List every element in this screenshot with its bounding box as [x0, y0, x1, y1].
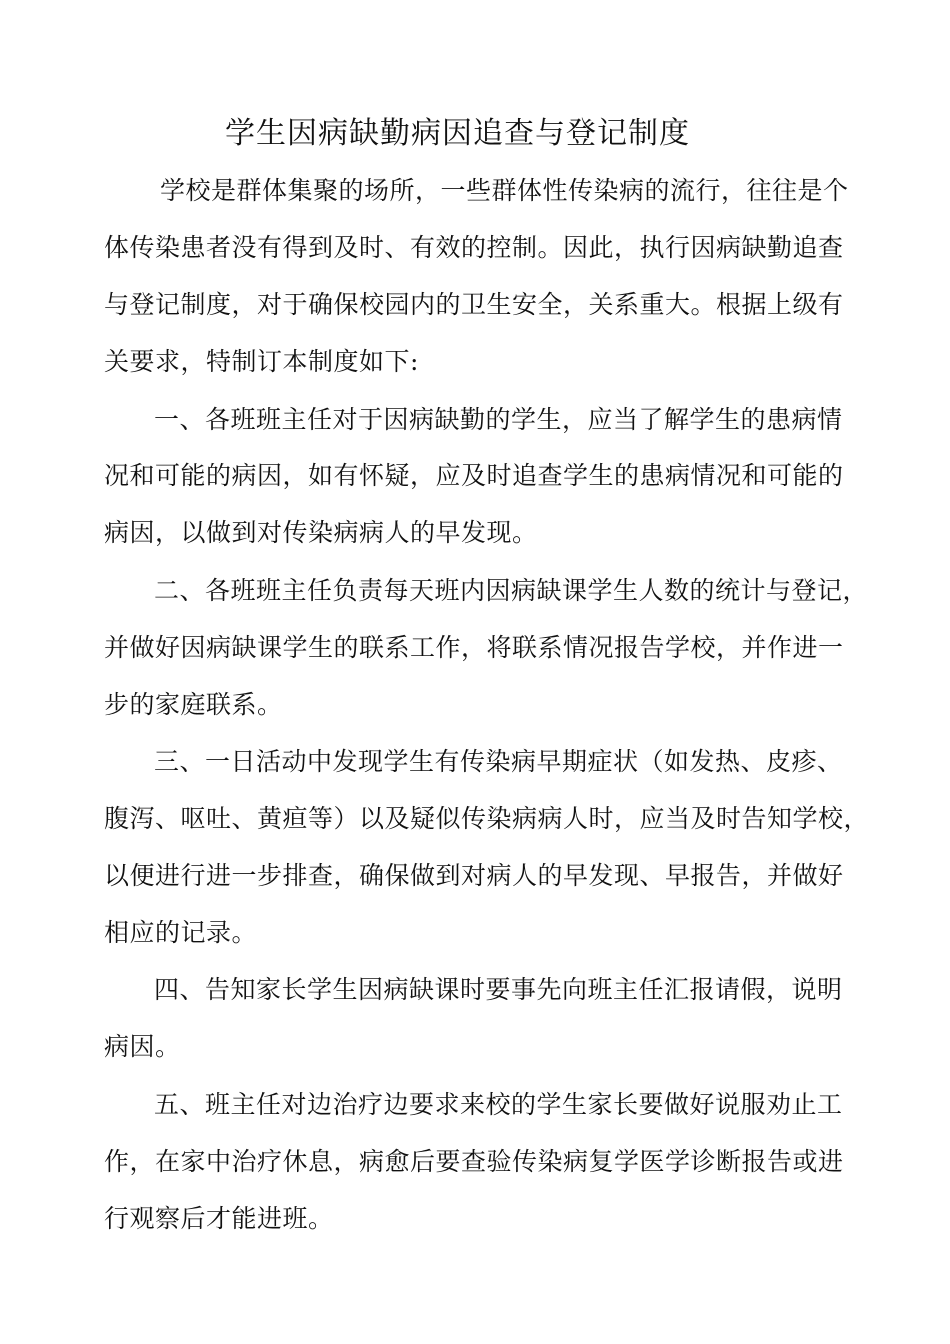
- item-5-line-1: 五、班主任对边治疗边要求来校的学生家长要做好说服劝止工: [154, 1090, 843, 1119]
- item-3-line-2: 腹泻、呕吐、黄疸等）以及疑似传染病病人时，应当及时告知学校，: [104, 804, 870, 833]
- item-5-line-3: 行观察后才能进班。: [104, 1204, 334, 1233]
- item-2-line-3: 步的家庭联系。: [104, 690, 283, 719]
- intro-line-3: 与登记制度，对于确保校园内的卫生安全，关系重大。根据上级有: [104, 290, 844, 319]
- intro-line-4: 关要求，特制订本制度如下:: [104, 347, 419, 376]
- item-3-line-1: 三、一日活动中发现学生有传染病早期症状（如发热、皮疹、: [154, 747, 843, 776]
- item-1-line-1: 一、各班班主任对于因病缺勤的学生，应当了解学生的患病情: [154, 405, 843, 434]
- intro-line-2: 体传染患者没有得到及时、有效的控制。因此，执行因病缺勤追查: [104, 233, 844, 262]
- item-5-line-2: 作，在家中治疗休息，病愈后要查验传染病复学医学诊断报告或进: [104, 1147, 844, 1176]
- item-1-line-2: 况和可能的病因，如有怀疑，应及时追查学生的患病情况和可能的: [104, 461, 844, 490]
- item-1-line-3: 病因，以做到对传染病病人的早发现。: [104, 518, 538, 547]
- item-4-line-2: 病因。: [104, 1032, 181, 1061]
- intro-line-1: 学校是群体集聚的场所，一些群体性传染病的流行，往往是个: [160, 176, 849, 205]
- item-4-line-1: 四、告知家长学生因病缺课时要事先向班主任汇报请假，说明: [154, 975, 843, 1004]
- item-2-line-1: 二、各班班主任负责每天班内因病缺课学生人数的统计与登记，: [154, 576, 869, 605]
- item-3-line-4: 相应的记录。: [104, 918, 258, 947]
- item-2-line-2: 并做好因病缺课学生的联系工作，将联系情况报告学校，并作进一: [104, 633, 844, 662]
- item-3-line-3: 以便进行进一步排查，确保做到对病人的早发现、早报告，并做好: [104, 861, 844, 890]
- document-title: 学生因病缺勤病因追查与登记制度: [225, 116, 690, 151]
